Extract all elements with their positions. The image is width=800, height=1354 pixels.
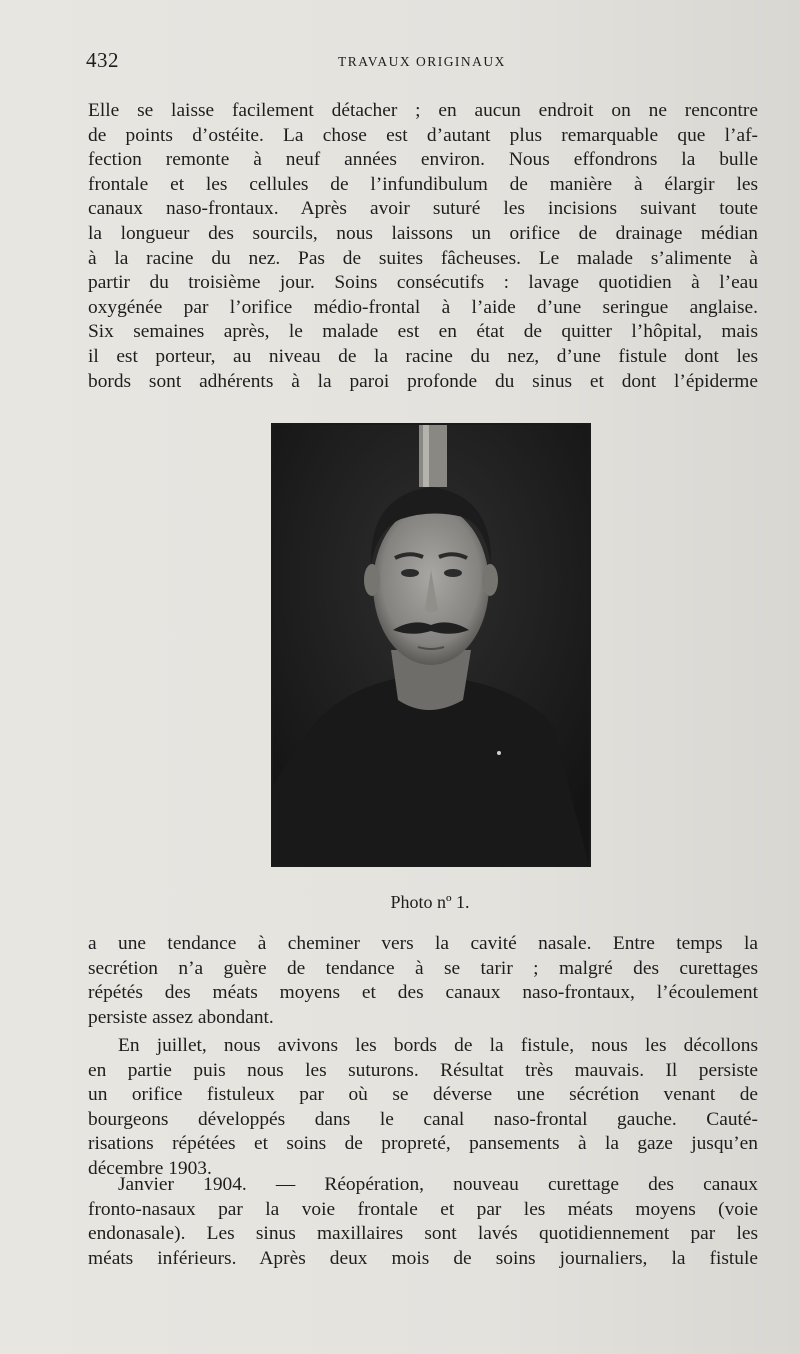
text-line: secrétion n’a guère de tendance à se tarir ; malgré des curettages	[88, 957, 758, 979]
text-line: en partie puis nous les suturons. Résultat très mauvais. Il persiste	[88, 1059, 758, 1081]
text-line: partir du troisième jour. Soins consécutifs : lavage quotidien à l’eau	[88, 272, 758, 294]
text-line: décembre 1903.	[88, 1157, 212, 1179]
paragraph-3	[88, 1034, 758, 1182]
text-line: un orifice fistuleux par où se déverse une sécrétion venant de	[88, 1084, 758, 1106]
paragraph-4	[88, 1173, 758, 1271]
text-line: oxygénée par l’orifice médio-frontal à l’aide d’une seringue anglaise.	[88, 296, 758, 318]
text-line: la longueur des sourcils, nous laissons un orifice de drainage médian	[88, 222, 758, 244]
page-header	[86, 48, 758, 78]
text-line: canaux naso-frontaux. Après avoir suturé les incisions suivant toute	[88, 198, 758, 220]
paragraph-1	[88, 99, 758, 394]
text-line: risations répétées et soins de propreté, pansements à la gaze jusqu’en	[88, 1133, 758, 1155]
text-line: de points d’ostéite. La chose est d’autant plus remarquable que l’af-	[88, 124, 758, 146]
text-line: Six semaines après, le malade est en état de quitter l’hôpital, mais	[88, 321, 758, 343]
text-line: En juillet, nous avivons les bords de la fistule, nous les décollons	[118, 1035, 758, 1056]
running-head: TRAVAUX ORIGINAUX	[338, 54, 506, 69]
text-line: frontale et les cellules de l’infundibulum de manière à élargir les	[88, 173, 758, 195]
text-line: répétés des méats moyens et des canaux naso-frontaux, l’écoulement	[88, 982, 758, 1004]
figure-caption: Photo nº 1.	[390, 892, 470, 912]
text-line: Janvier 1904. — Réopération, nouveau curettage des canaux	[118, 1174, 758, 1195]
text-line: à la racine du nez. Pas de suites fâcheuses. Le malade s’alimente à	[88, 247, 758, 269]
text-line: Elle se laisse facilement détacher ; en aucun endroit on ne rencontre	[88, 100, 758, 121]
portrait-image	[273, 425, 589, 865]
text-line: fronto-nasaux par la voie frontale et par les méats moyens (voie	[88, 1198, 758, 1220]
text-line: fection remonte à neuf années environ. Nous effondrons la bulle	[88, 149, 758, 171]
text-line: il est porteur, au niveau de la racine du nez, d’une fistule dont les	[88, 345, 758, 367]
page-number: 432	[86, 48, 119, 72]
paragraph-2	[88, 932, 758, 1030]
text-line: méats inférieurs. Après deux mois de soins journaliers, la fistule	[88, 1247, 758, 1269]
text-line: endonasale). Les sinus maxillaires sont lavés quotidiennement par les	[88, 1223, 758, 1245]
patient-photograph	[271, 423, 591, 867]
text-line: bourgeons développés dans le canal naso-frontal gauche. Cauté-	[88, 1108, 758, 1130]
text-line: bords sont adhérents à la paroi profonde du sinus et dont l’épiderme	[88, 370, 758, 392]
text-line: persiste assez abondant.	[88, 1006, 274, 1028]
text-line: a une tendance à cheminer vers la cavité nasale. Entre temps la	[88, 933, 758, 954]
